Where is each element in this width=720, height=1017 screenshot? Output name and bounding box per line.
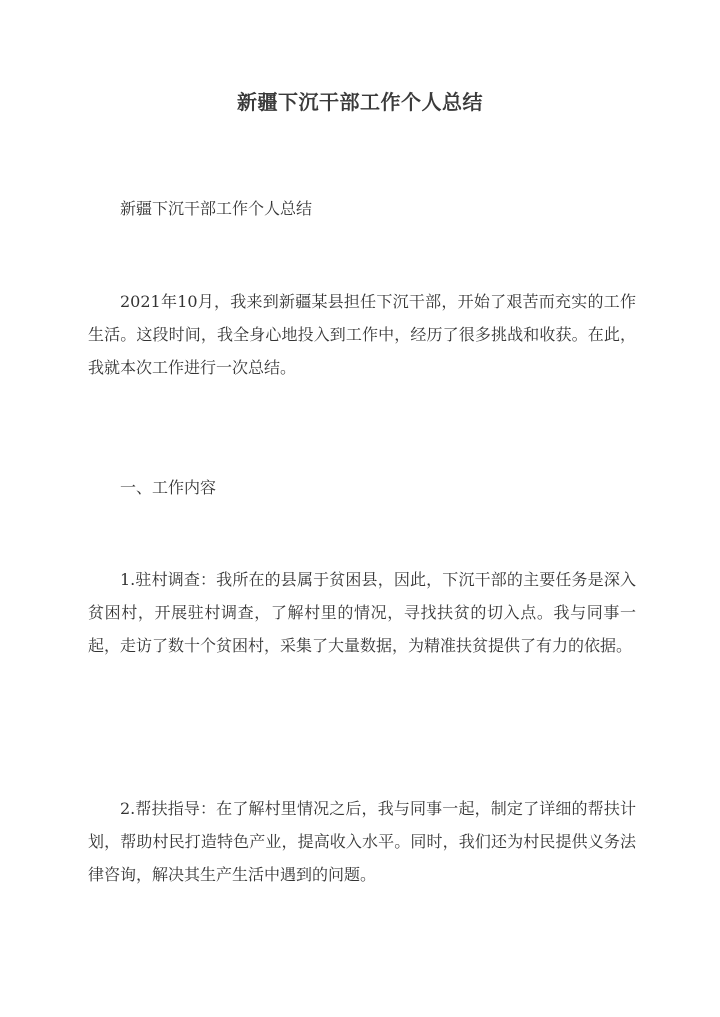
section-heading: 一、工作内容	[120, 478, 217, 497]
subtitle-paragraph: 新疆下沉干部工作个人总结	[120, 199, 313, 218]
work-item-paragraph: 2.帮扶指导：在了解村里情况之后，我与同事一起，制定了详细的帮扶计划，帮助村民打造特色产业，提高收入水平。同时，我们还为村民提供义务法律咨询，解决其生产生活中遇到的问题。	[88, 799, 636, 884]
intro-paragraph: 2021年10月，我来到新疆某县担任下沉干部，开始了艰苦而充实的工作生活。这段时间，我全身心地投入到工作中，经历了很多挑战和收获。在此，我就本次工作进行一次总结。	[88, 292, 636, 377]
work-item-paragraph: 1.驻村调查：我所在的县属于贫困县，因此，下沉干部的主要任务是深入贫困村，开展驻村调查，了解村里的情况，寻找扶贫的切入点。我与同事一起，走访了数十个贫困村，采集了大量数据，为精准扶贫提供了有力的依据。	[88, 570, 636, 655]
document-title: 新疆下沉干部工作个人总结	[237, 90, 483, 114]
